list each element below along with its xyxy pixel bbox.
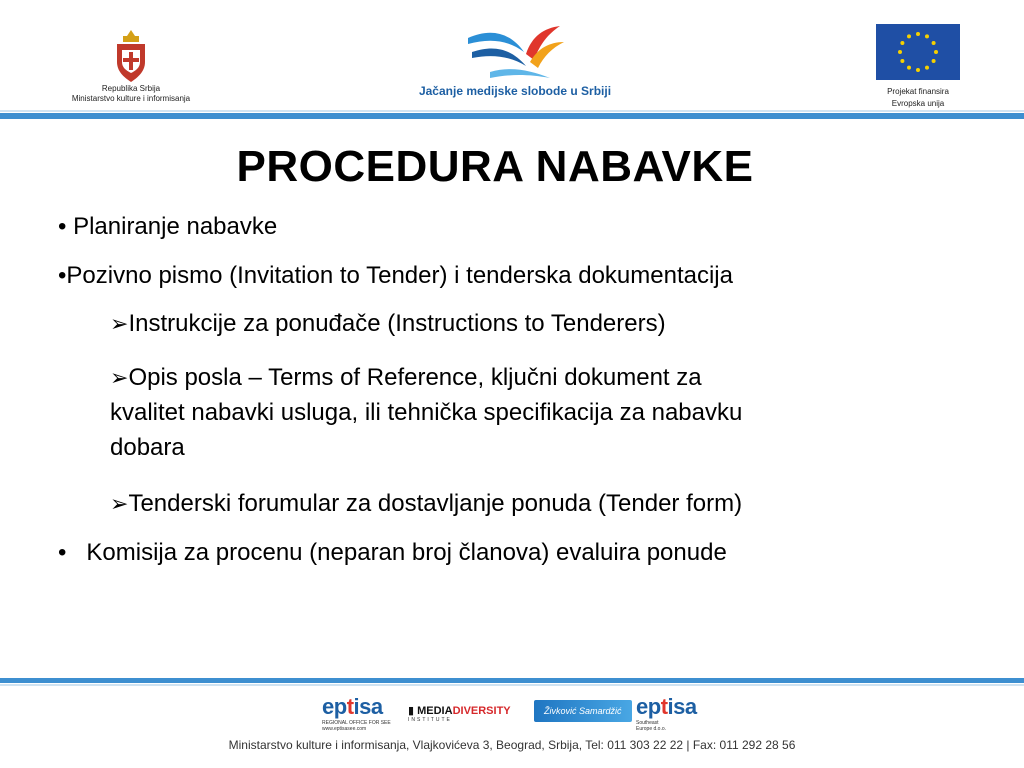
mdi-sub: INSTITUTE xyxy=(408,717,452,723)
eptisa-sub2: www.eptisasee.com xyxy=(322,726,367,732)
mdi-icon: ▮ xyxy=(408,705,418,717)
sub-bullet-instructions xyxy=(110,309,666,339)
coat-of-arms-icon xyxy=(111,28,151,84)
sub-bullet-text: Opis posla – Terms of Reference, ključni dokument za xyxy=(128,364,702,391)
slide-header xyxy=(0,0,1024,118)
eptisa-accent: t xyxy=(660,694,668,719)
footer-address: Ministarstvo kulture i informisanja, Vlajkovićeva 3, Beograd, Srbija, Tel: 011 303 22 22 | Fax: 011 292 28 56 xyxy=(228,738,796,752)
right-logo-line1: Projekat finansira xyxy=(887,87,949,96)
header-divider xyxy=(0,113,1024,119)
eptisa-text: isa xyxy=(353,694,383,719)
bullet-mark: • xyxy=(58,539,67,566)
bullet-planning: • Planiranje nabavke xyxy=(58,213,278,240)
sub-bullet-text: Tenderski forumular za dostavljanje ponuda (Tender form) xyxy=(128,490,743,517)
bullet-commission xyxy=(58,538,727,568)
eu-flag-icon xyxy=(876,24,960,80)
eptisa-southeast-logo xyxy=(636,694,697,732)
eptisa-sub2: Europe d.o.o. xyxy=(636,726,667,732)
sub-bullet-terms-of-reference xyxy=(110,358,950,468)
eptisa-sub1: Southeast xyxy=(636,720,659,726)
footer-divider-light xyxy=(0,684,1024,686)
zs-text: Živković Samardžić xyxy=(534,700,632,722)
project-tagline: Jačanje medijske slobode u Srbiji xyxy=(418,84,612,98)
bullet-text: Komisija za procenu (neparan broj članova) evaluira ponude xyxy=(86,539,727,566)
eptisa-sub1: REGIONAL OFFICE FOR SEE xyxy=(322,720,391,726)
sub-bullet-tender-form xyxy=(110,489,742,519)
mdi-accent: DIVERSITY xyxy=(452,705,511,717)
header-divider-light xyxy=(0,110,1024,112)
sub-bullet-line: dobara xyxy=(110,434,185,461)
mdi-text: MEDIA xyxy=(417,705,453,717)
left-logo-line2: Ministarstvo kulture i informisanja xyxy=(71,94,191,103)
waves-icon xyxy=(460,22,570,82)
serbia-logo xyxy=(56,28,206,104)
zivkovic-samardzic-logo xyxy=(534,700,632,722)
project-logo xyxy=(400,22,630,98)
eptisa-text: ep xyxy=(322,694,347,719)
bullet-invitation: •Pozivno pismo (Invitation to Tender) i tenderska dokumentacija xyxy=(58,262,733,289)
media-diversity-logo xyxy=(408,704,511,723)
footer-divider xyxy=(0,678,1024,683)
eu-logo xyxy=(868,24,968,109)
sub-bullet-line xyxy=(110,358,950,398)
eptisa-regional-logo xyxy=(322,694,391,732)
slide-title: PROCEDURA NABAVKE xyxy=(236,142,754,191)
arrow-bullet-icon: ➢ xyxy=(110,491,129,516)
left-logo-line1: Republika Srbija xyxy=(101,84,161,93)
eptisa-text: isa xyxy=(667,694,697,719)
arrow-bullet-icon: ➢ xyxy=(110,365,129,390)
eptisa-accent: t xyxy=(346,694,354,719)
sub-bullet-text: Instrukcije za ponuđače (Instructions to Tenderers) xyxy=(128,310,666,337)
partner-logos xyxy=(320,694,740,734)
sub-bullet-line: kvalitet nabavki usluga, ili tehnička specifikacija za nabavku xyxy=(110,399,743,426)
eptisa-text: ep xyxy=(636,694,661,719)
right-logo-line2: Evropska unija xyxy=(891,99,945,108)
arrow-bullet-icon: ➢ xyxy=(110,311,129,336)
